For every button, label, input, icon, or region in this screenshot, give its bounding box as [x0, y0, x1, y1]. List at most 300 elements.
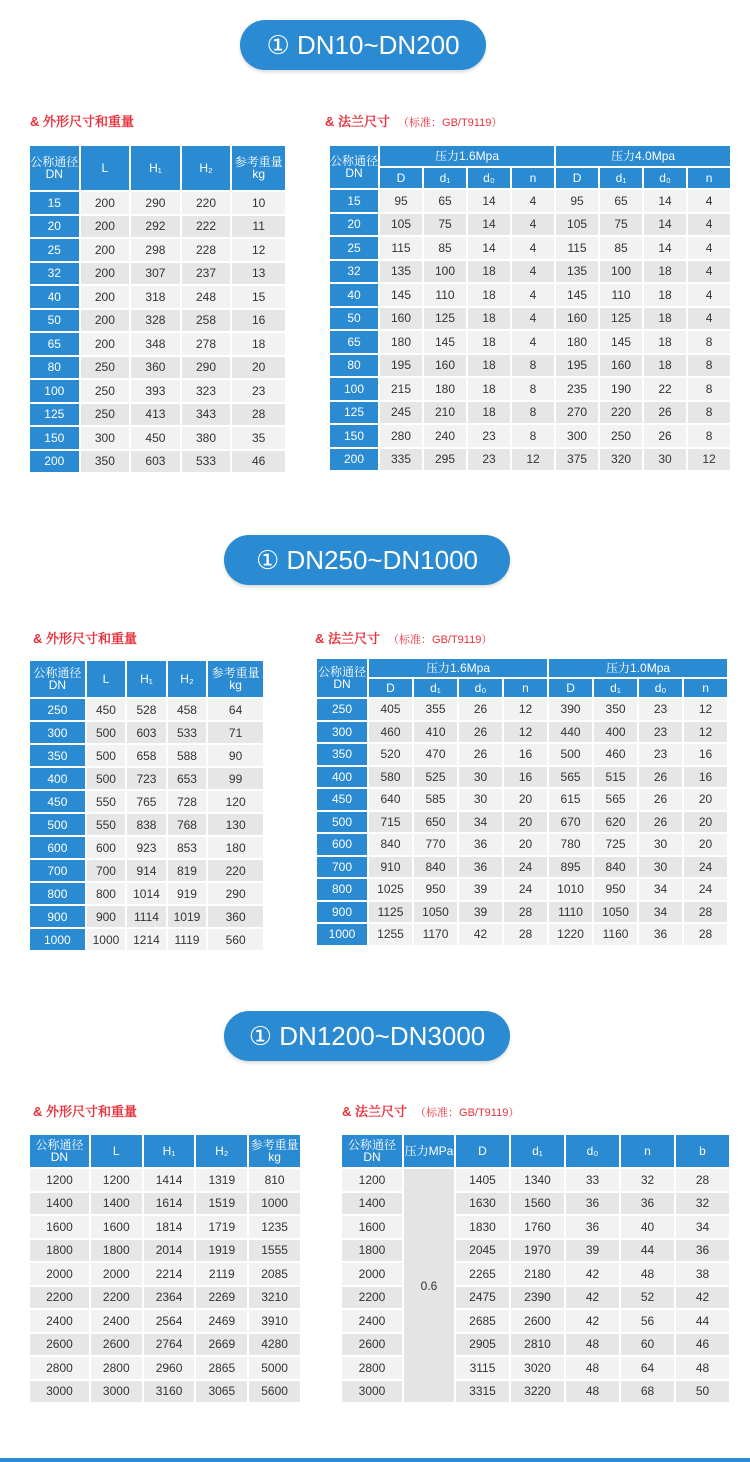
value-cell: 18 — [644, 284, 686, 306]
value-cell: 36 — [566, 1193, 619, 1215]
value-cell: 200 — [81, 192, 130, 214]
value-cell: 4 — [688, 308, 730, 330]
section-3-flange-title-text: & 法兰尺寸 — [342, 1104, 408, 1119]
column-header: D — [549, 679, 592, 697]
value-cell: 320 — [600, 449, 642, 471]
value-cell: 65 — [600, 190, 642, 212]
value-cell: 1050 — [594, 902, 637, 923]
value-cell: 914 — [127, 860, 166, 881]
table-row — [330, 378, 730, 400]
dn-cell: 125 — [30, 404, 79, 426]
value-cell: 44 — [676, 1310, 729, 1332]
dn-cell: 2200 — [342, 1287, 402, 1309]
table-row — [30, 357, 285, 379]
value-cell: 2865 — [196, 1357, 247, 1379]
value-cell: 258 — [182, 310, 231, 332]
value-cell: 48 — [621, 1263, 674, 1285]
value-cell: 18 — [468, 308, 510, 330]
value-cell: 2180 — [511, 1263, 564, 1285]
value-cell: 14 — [468, 214, 510, 236]
value-cell: 700 — [87, 860, 126, 881]
dn-cell: 2000 — [342, 1263, 402, 1285]
value-cell: 2905 — [456, 1334, 509, 1356]
value-cell: 950 — [414, 879, 457, 900]
section-3-dim-title-text: & 外形尺寸和重量 — [33, 1104, 138, 1119]
value-cell: 44 — [621, 1240, 674, 1262]
dn-cell: 400 — [317, 767, 367, 788]
table-row — [317, 924, 727, 945]
dn-cell: 3000 — [30, 1381, 89, 1403]
value-cell: 195 — [556, 355, 598, 377]
column-header: d₁ — [600, 168, 642, 188]
value-cell: 2475 — [456, 1287, 509, 1309]
value-cell: 4 — [688, 214, 730, 236]
header-row — [30, 146, 285, 190]
value-cell: 32 — [676, 1193, 729, 1215]
dn-cell: 2400 — [342, 1310, 402, 1332]
value-cell: 270 — [556, 402, 598, 424]
section-2-flange-title-text: & 法兰尺寸 — [315, 631, 381, 646]
value-cell: 18 — [644, 308, 686, 330]
value-cell: 115 — [380, 237, 422, 259]
pressure-group-header: 压力1.6Mpa — [380, 146, 554, 166]
section-2-flange-std: （标准：GB/T9119） — [388, 634, 493, 646]
value-cell: 4 — [512, 237, 554, 259]
column-header: d₀ — [639, 679, 682, 697]
dn-cell: 600 — [317, 834, 367, 855]
value-cell: 500 — [87, 745, 126, 766]
value-cell: 32 — [621, 1169, 674, 1191]
table-row — [30, 768, 263, 789]
value-cell: 840 — [594, 857, 637, 878]
column-header: d₁ — [511, 1135, 564, 1167]
value-cell: 210 — [424, 402, 466, 424]
value-cell: 2810 — [511, 1334, 564, 1356]
value-cell: 585 — [414, 789, 457, 810]
value-cell: 840 — [414, 857, 457, 878]
value-cell: 24 — [504, 857, 547, 878]
value-cell: 4280 — [249, 1334, 300, 1356]
value-cell: 23 — [232, 380, 285, 402]
value-cell: 1630 — [456, 1193, 509, 1215]
value-cell: 222 — [182, 216, 231, 238]
value-cell: 125 — [424, 308, 466, 330]
column-header: H₁ — [131, 146, 180, 190]
value-cell: 1560 — [511, 1193, 564, 1215]
column-header: H₁ — [127, 661, 166, 697]
value-cell: 2119 — [196, 1263, 247, 1285]
value-cell: 2200 — [91, 1287, 142, 1309]
value-cell: 3000 — [91, 1381, 142, 1403]
section-3-flange-table — [340, 1133, 731, 1404]
table-row — [317, 699, 727, 720]
table-row — [317, 789, 727, 810]
value-cell: 16 — [684, 744, 727, 765]
value-cell: 215 — [380, 378, 422, 400]
value-cell: 250 — [81, 404, 130, 426]
table-row — [30, 1357, 300, 1379]
value-cell: 18 — [232, 333, 285, 355]
value-cell: 2685 — [456, 1310, 509, 1332]
value-cell: 110 — [600, 284, 642, 306]
value-cell: 728 — [168, 791, 207, 812]
value-cell: 1405 — [456, 1169, 509, 1191]
value-cell: 1220 — [549, 924, 592, 945]
value-cell: 1830 — [456, 1216, 509, 1238]
value-cell: 48 — [566, 1357, 619, 1379]
value-cell: 20 — [684, 789, 727, 810]
table-row — [30, 860, 263, 881]
value-cell: 23 — [468, 425, 510, 447]
table-row — [330, 402, 730, 424]
value-cell: 75 — [424, 214, 466, 236]
dn-cell: 400 — [30, 768, 85, 789]
column-header: 公称通径DN — [30, 661, 85, 697]
value-cell: 14 — [644, 214, 686, 236]
column-header: L — [87, 661, 126, 697]
value-cell: 1400 — [91, 1193, 142, 1215]
value-cell: 348 — [131, 333, 180, 355]
value-cell: 1235 — [249, 1216, 300, 1238]
value-cell: 295 — [424, 449, 466, 471]
value-cell: 715 — [369, 812, 412, 833]
dn-cell: 65 — [330, 331, 378, 353]
table-row — [330, 261, 730, 283]
value-cell: 550 — [87, 791, 126, 812]
value-cell: 18 — [644, 355, 686, 377]
value-cell: 300 — [556, 425, 598, 447]
value-cell: 5000 — [249, 1357, 300, 1379]
dn-cell: 800 — [30, 883, 85, 904]
value-cell: 328 — [131, 310, 180, 332]
value-cell: 1019 — [168, 906, 207, 927]
pressure-group-header: 压力1.0Mpa — [549, 659, 727, 677]
value-cell: 355 — [414, 699, 457, 720]
dn-cell: 125 — [330, 402, 378, 424]
value-cell: 13 — [232, 263, 285, 285]
dn-cell: 600 — [30, 837, 85, 858]
value-cell: 400 — [594, 722, 637, 743]
value-cell: 48 — [566, 1334, 619, 1356]
value-cell: 18 — [468, 261, 510, 283]
value-cell: 343 — [182, 404, 231, 426]
value-cell: 4 — [512, 214, 554, 236]
value-cell: 460 — [369, 722, 412, 743]
value-cell: 1800 — [91, 1240, 142, 1262]
value-cell: 670 — [549, 812, 592, 833]
value-cell: 4 — [512, 308, 554, 330]
value-cell: 200 — [81, 333, 130, 355]
value-cell: 1114 — [127, 906, 166, 927]
value-cell: 195 — [380, 355, 422, 377]
dn-cell: 65 — [30, 333, 79, 355]
section-2-dimension-table — [28, 659, 265, 952]
value-cell: 105 — [380, 214, 422, 236]
value-cell: 46 — [676, 1334, 729, 1356]
dn-cell: 900 — [30, 906, 85, 927]
value-cell: 160 — [600, 355, 642, 377]
value-cell: 12 — [688, 449, 730, 471]
value-cell: 765 — [127, 791, 166, 812]
dn-cell: 1600 — [30, 1216, 89, 1238]
value-cell: 26 — [459, 744, 502, 765]
table-row — [342, 1310, 729, 1332]
value-cell: 11 — [232, 216, 285, 238]
value-cell: 71 — [208, 722, 263, 743]
value-cell: 68 — [621, 1381, 674, 1403]
value-cell: 2400 — [91, 1310, 142, 1332]
value-cell: 2600 — [91, 1334, 142, 1356]
column-header: H₂ — [182, 146, 231, 190]
column-header: 参考重量kg — [249, 1135, 300, 1167]
table-row — [30, 192, 285, 214]
value-cell: 24 — [684, 879, 727, 900]
value-cell: 458 — [168, 699, 207, 720]
value-cell: 1814 — [144, 1216, 195, 1238]
value-cell: 919 — [168, 883, 207, 904]
value-cell: 20 — [504, 812, 547, 833]
value-cell: 2014 — [144, 1240, 195, 1262]
value-cell: 250 — [81, 380, 130, 402]
dn-cell: 1800 — [342, 1240, 402, 1262]
value-cell: 840 — [369, 834, 412, 855]
value-cell: 620 — [594, 812, 637, 833]
section-1-pill: ① DN10~DN200 — [240, 20, 486, 70]
value-cell: 52 — [621, 1287, 674, 1309]
value-cell: 2364 — [144, 1287, 195, 1309]
value-cell: 1014 — [127, 883, 166, 904]
value-cell: 1760 — [511, 1216, 564, 1238]
dn-cell: 450 — [317, 789, 367, 810]
dn-cell: 350 — [317, 744, 367, 765]
value-cell: 26 — [639, 767, 682, 788]
column-header: n — [512, 168, 554, 188]
column-header: L — [91, 1135, 142, 1167]
value-cell: 20 — [504, 789, 547, 810]
table-row — [30, 1240, 300, 1262]
section-1-dim-title — [30, 111, 134, 130]
table-row — [317, 902, 727, 923]
value-cell: 290 — [131, 192, 180, 214]
value-cell: 245 — [380, 402, 422, 424]
value-cell: 28 — [676, 1169, 729, 1191]
dn-cell: 3000 — [342, 1381, 402, 1403]
value-cell: 8 — [688, 402, 730, 424]
table-row — [330, 331, 730, 353]
value-cell: 350 — [594, 699, 637, 720]
value-cell: 190 — [600, 378, 642, 400]
value-cell: 20 — [684, 834, 727, 855]
value-cell: 100 — [424, 261, 466, 283]
value-cell: 923 — [127, 837, 166, 858]
value-cell: 290 — [208, 883, 263, 904]
value-cell: 180 — [424, 378, 466, 400]
value-cell: 36 — [676, 1240, 729, 1262]
dn-cell: 25 — [330, 237, 378, 259]
table-row — [342, 1381, 729, 1403]
table-row — [342, 1193, 729, 1215]
column-header: 公称通径DN — [30, 1135, 89, 1167]
value-cell: 1555 — [249, 1240, 300, 1262]
dn-cell: 15 — [30, 192, 79, 214]
value-cell: 26 — [644, 425, 686, 447]
value-cell: 1050 — [414, 902, 457, 923]
value-cell: 8 — [512, 425, 554, 447]
column-header: H₂ — [168, 661, 207, 697]
table-row — [30, 814, 263, 835]
value-cell: 318 — [131, 286, 180, 308]
column-header: L — [81, 146, 130, 190]
value-cell: 42 — [566, 1310, 619, 1332]
table-row — [342, 1334, 729, 1356]
value-cell: 280 — [380, 425, 422, 447]
dn-cell: 350 — [30, 745, 85, 766]
value-cell: 650 — [414, 812, 457, 833]
value-cell: 120 — [208, 791, 263, 812]
value-cell: 290 — [182, 357, 231, 379]
value-cell: 90 — [208, 745, 263, 766]
table-row — [30, 929, 263, 950]
dn-cell: 200 — [30, 451, 79, 473]
value-cell: 723 — [127, 768, 166, 789]
section-2-flange-title — [315, 628, 492, 647]
value-cell: 48 — [566, 1381, 619, 1403]
dn-cell: 700 — [317, 857, 367, 878]
value-cell: 18 — [468, 284, 510, 306]
value-cell: 36 — [459, 834, 502, 855]
value-cell: 2045 — [456, 1240, 509, 1262]
value-cell: 50 — [676, 1381, 729, 1403]
dn-cell: 2000 — [30, 1263, 89, 1285]
value-cell: 12 — [232, 239, 285, 261]
value-cell: 1414 — [144, 1169, 195, 1191]
value-cell: 298 — [131, 239, 180, 261]
value-cell: 200 — [81, 286, 130, 308]
value-cell: 220 — [182, 192, 231, 214]
value-cell: 8 — [688, 355, 730, 377]
dn-cell: 25 — [30, 239, 79, 261]
value-cell: 528 — [127, 699, 166, 720]
value-cell: 36 — [459, 857, 502, 878]
table-row — [342, 1357, 729, 1379]
value-cell: 300 — [81, 427, 130, 449]
dn-header: 公称通径DN — [330, 146, 378, 188]
value-cell: 768 — [168, 814, 207, 835]
column-header: n — [504, 679, 547, 697]
value-cell: 4 — [688, 237, 730, 259]
column-header: 公称通径DN — [30, 146, 79, 190]
value-cell: 2960 — [144, 1357, 195, 1379]
value-cell: 33 — [566, 1169, 619, 1191]
value-cell: 85 — [600, 237, 642, 259]
value-cell: 34 — [639, 902, 682, 923]
value-cell: 3115 — [456, 1357, 509, 1379]
value-cell: 1000 — [249, 1193, 300, 1215]
dn-cell: 1400 — [342, 1193, 402, 1215]
value-cell: 42 — [566, 1263, 619, 1285]
dn-cell: 250 — [30, 699, 85, 720]
header-row — [342, 1135, 729, 1167]
value-cell: 8 — [512, 355, 554, 377]
value-cell: 237 — [182, 263, 231, 285]
value-cell: 34 — [459, 812, 502, 833]
value-cell: 2000 — [91, 1263, 142, 1285]
value-cell: 500 — [87, 768, 126, 789]
value-cell: 22 — [644, 378, 686, 400]
value-cell: 28 — [684, 902, 727, 923]
dn-cell: 800 — [317, 879, 367, 900]
column-header: D — [556, 168, 598, 188]
table-row — [342, 1263, 729, 1285]
value-cell: 48 — [676, 1357, 729, 1379]
column-header: H₁ — [144, 1135, 195, 1167]
value-cell: 30 — [644, 449, 686, 471]
table-row — [317, 857, 727, 878]
value-cell: 34 — [639, 879, 682, 900]
column-header: 参考重量kg — [208, 661, 263, 697]
value-cell: 38 — [676, 1263, 729, 1285]
dn-cell: 2800 — [342, 1357, 402, 1379]
dn-cell: 100 — [30, 380, 79, 402]
value-cell: 800 — [87, 883, 126, 904]
value-cell: 1919 — [196, 1240, 247, 1262]
value-cell: 85 — [424, 237, 466, 259]
value-cell: 200 — [81, 239, 130, 261]
table-row — [30, 906, 263, 927]
table-row — [30, 883, 263, 904]
value-cell: 3910 — [249, 1310, 300, 1332]
value-cell: 8 — [512, 378, 554, 400]
table-row — [330, 355, 730, 377]
value-cell: 413 — [131, 404, 180, 426]
section-1-flange-std: （标准：GB/T9119） — [398, 117, 503, 129]
value-cell: 350 — [81, 451, 130, 473]
value-cell: 15 — [232, 286, 285, 308]
table-row — [317, 722, 727, 743]
column-header: d₀ — [459, 679, 502, 697]
value-cell: 95 — [556, 190, 598, 212]
value-cell: 1600 — [91, 1216, 142, 1238]
dn-cell: 1600 — [342, 1216, 402, 1238]
value-cell: 20 — [684, 812, 727, 833]
dn-cell: 500 — [317, 812, 367, 833]
value-cell: 1319 — [196, 1169, 247, 1191]
column-header: D — [369, 679, 412, 697]
value-cell: 410 — [414, 722, 457, 743]
table-row — [317, 767, 727, 788]
value-cell: 115 — [556, 237, 598, 259]
value-cell: 18 — [644, 261, 686, 283]
value-cell: 525 — [414, 767, 457, 788]
value-cell: 28 — [684, 924, 727, 945]
value-cell: 12 — [512, 449, 554, 471]
dn-cell: 20 — [30, 216, 79, 238]
value-cell: 12 — [684, 722, 727, 743]
value-cell: 615 — [549, 789, 592, 810]
value-cell: 8 — [688, 331, 730, 353]
table-row — [30, 1381, 300, 1403]
value-cell: 838 — [127, 814, 166, 835]
column-header: d₀ — [468, 168, 510, 188]
dn-cell: 200 — [330, 449, 378, 471]
value-cell: 1170 — [414, 924, 457, 945]
section-1-flange-title — [325, 111, 502, 130]
table-row — [30, 1310, 300, 1332]
table-row — [330, 308, 730, 330]
value-cell: 145 — [424, 331, 466, 353]
value-cell: 160 — [380, 308, 422, 330]
column-header: H₂ — [196, 1135, 247, 1167]
